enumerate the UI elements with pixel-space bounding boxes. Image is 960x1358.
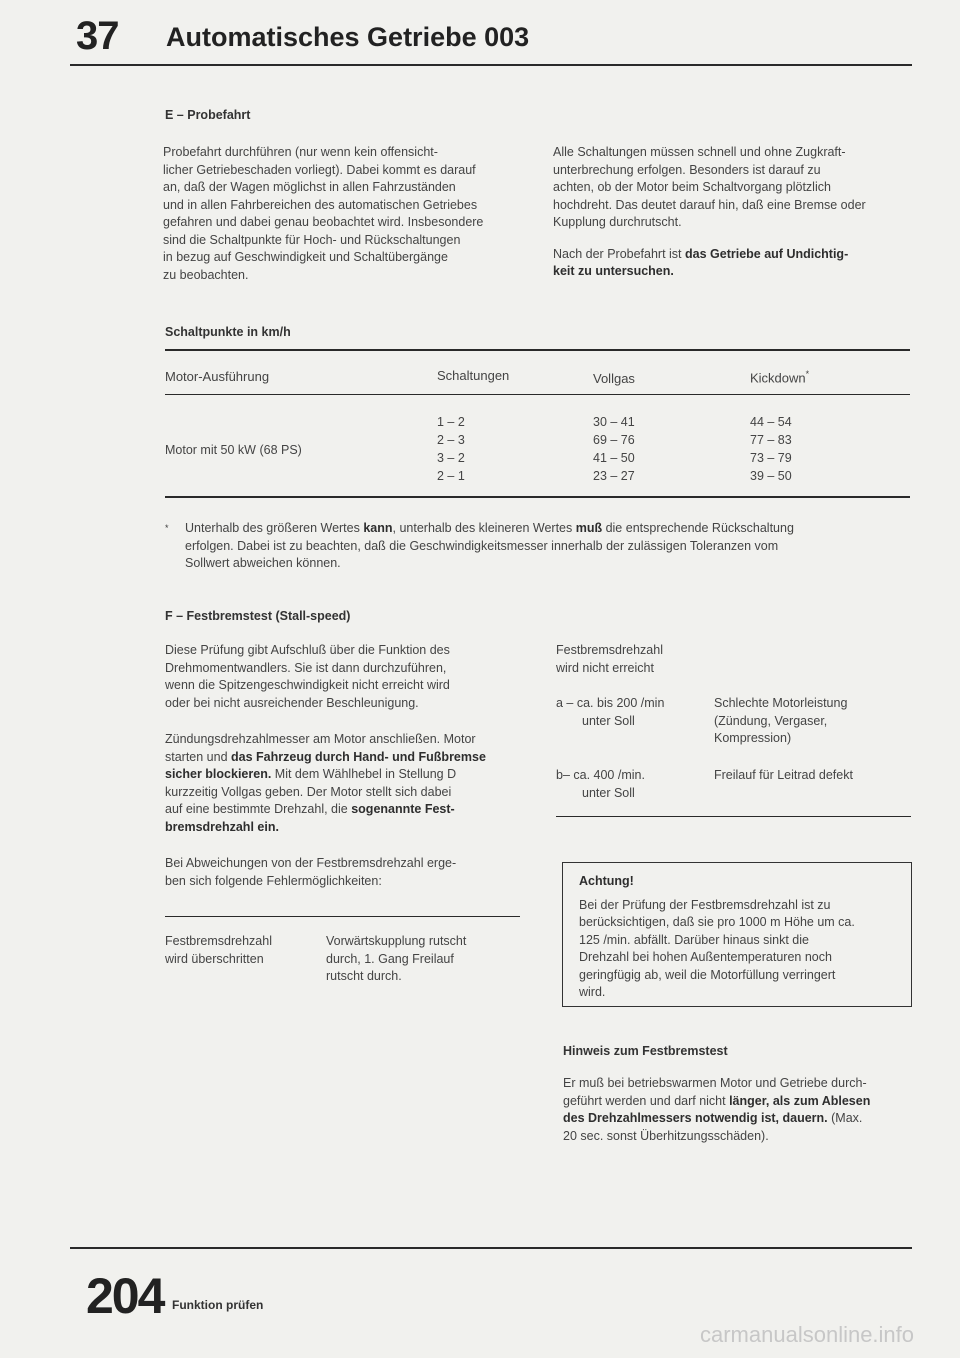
section-f-paragraph-2 — [165, 731, 535, 836]
exceeded-rule — [165, 916, 520, 917]
text-line: Bei der Prüfung der Festbremsdrehzahl ist zu — [579, 897, 831, 912]
table-cell: 77 – 83 — [750, 433, 792, 447]
text-line: sind die Schaltpunkte für Hoch- und Rückschaltungen — [163, 232, 461, 247]
text-line: unter Soll — [582, 713, 635, 728]
text-line: bremsdrehzahl ein. — [165, 819, 279, 834]
table-bottom-rule — [165, 496, 910, 498]
not-reached-label — [556, 642, 663, 677]
table-header-rule — [165, 394, 910, 395]
table-cell: 39 – 50 — [750, 469, 792, 483]
hint-title: Hinweis zum Festbremstest — [563, 1044, 728, 1058]
text-line: an, daß der Wagen möglichst in allen Fahrzuständen — [163, 180, 456, 194]
col-header-engine: Motor-Ausführung — [165, 369, 270, 384]
text-line: Diese Prüfung gibt Aufschluß über die Funktion des — [165, 643, 450, 657]
footnote-mark: * — [165, 523, 169, 533]
case-a-label — [556, 695, 664, 730]
header-rule — [70, 64, 912, 66]
watermark: carmanualsonline.info — [700, 1322, 915, 1347]
text-line: Alle Schaltungen müssen schnell und ohne Zugkraft- — [553, 145, 846, 159]
table-cell: 2 – 1 — [437, 469, 465, 483]
text-line: Schlechte Motorleistung — [714, 696, 848, 710]
text-line: Freilauf für Leitrad defekt — [714, 768, 853, 782]
footnote — [185, 520, 905, 573]
text-line: 20 sec. sonst Überhitzungsschäden). — [563, 1128, 769, 1143]
section-e-right-paragraph — [553, 144, 923, 281]
text-line: in bezug auf Geschwindigkeit und Schaltübergänge — [163, 250, 448, 264]
text-line: starten und das Fahrzeug durch Hand- und Fußbremse — [165, 749, 486, 764]
text-line: Drehmomentwandlers. Sie ist dann durchzuführen, — [165, 660, 447, 675]
caution-title: Achtung! — [579, 874, 634, 888]
table-cell: 2 – 3 — [437, 433, 465, 447]
text-line: licher Getriebeschaden vorliegt). Dabei kommt es darauf — [163, 162, 476, 177]
engine-variant: Motor mit 50 kW (68 PS) — [165, 443, 302, 457]
text-line: wird überschritten — [165, 951, 264, 966]
shifts-column — [437, 413, 465, 485]
text-line: oder bei nicht ausreichender Beschleunigung. — [165, 695, 419, 710]
text-line: achten, ob der Motor beim Schaltvorgang plötzlich — [553, 180, 831, 194]
text-line: geführt werden und darf nicht länger, als zum Ablesen — [563, 1093, 871, 1108]
chapter-title: Automatisches Getriebe 003 — [166, 22, 530, 52]
text-line: gefahren und dabei genau beobachtet wird. Insbesondere — [163, 215, 484, 229]
text-line: Kompression) — [714, 731, 792, 745]
text-line: wird. — [579, 985, 606, 999]
section-f-paragraph-3 — [165, 855, 535, 890]
table-cell: 44 – 54 — [750, 415, 792, 429]
text-line: hochdreht. Das deutet darauf hin, daß eine Bremse oder — [553, 197, 866, 212]
section-e-left-paragraph — [163, 144, 533, 284]
footer-label: Funktion prüfen — [172, 1298, 264, 1312]
text-line: durch, 1. Gang Freilauf — [326, 951, 454, 966]
col-header-shifts: Schaltungen — [437, 368, 510, 383]
col-header-kickdown: Kickdown* — [750, 369, 810, 386]
section-f-paragraph-1 — [165, 642, 535, 712]
text-line: ben sich folgende Fehlermöglichkeiten: — [165, 873, 382, 888]
text-line: unterbrechung erfolgen. Besonders ist darauf zu — [553, 162, 821, 177]
text-line: erfolgen. Dabei ist zu beachten, daß die Geschwindigkeitsmesser innerhalb der zulässigen Toleranzen vom — [185, 538, 779, 553]
text-line: (Zündung, Vergaser, — [714, 713, 828, 728]
text-line: wird nicht erreicht — [556, 660, 654, 675]
text-line: Bei Abweichungen von der Festbremsdrehzahl erge- — [165, 856, 457, 870]
text-line: Festbremsdrehzahl — [556, 643, 663, 657]
case-a-cause — [714, 695, 847, 748]
col-header-full-throttle: Vollgas — [593, 371, 635, 386]
text-line: kurzzeitig Vollgas geben. Der Motor stellt sich dabei — [165, 784, 452, 799]
text-line: 125 /min. abfällt. Darüber hinaus sinkt die — [579, 932, 809, 947]
page-number: 204 — [86, 1268, 164, 1324]
exceeded-label — [165, 933, 272, 968]
text-line: Festbremsdrehzahl — [165, 934, 272, 948]
text-line: wenn die Spitzengeschwindigkeit nicht erreicht wird — [165, 678, 450, 692]
caution-box — [562, 862, 912, 1007]
text-line: berücksichtigen, daß sie pro 1000 m Höhe um ca. — [579, 915, 855, 929]
table-cell: 3 – 2 — [437, 451, 465, 465]
text-line: des Drehzahlmessers notwendig ist, dauern. (Max. — [563, 1111, 863, 1125]
full-throttle-column — [593, 413, 635, 485]
text-line: Unterhalb des größeren Wertes kann, unterhalb des kleineren Wertes muß die entsprechende Rückschaltung — [185, 521, 794, 535]
chapter-number: 37 — [76, 14, 119, 58]
text-line: Probefahrt durchführen (nur wenn kein offensicht- — [163, 145, 438, 159]
text-line: b– ca. 400 /min. — [556, 768, 645, 782]
text-line: zu beobachten. — [163, 267, 249, 282]
text-line: rutscht durch. — [326, 969, 402, 983]
text-line: und in allen Fahrbereichen des automatischen Getriebes — [163, 197, 478, 212]
hint-paragraph — [563, 1075, 923, 1145]
text-line: Zündungsdrehzahlmesser am Motor anschließen. Motor — [165, 732, 476, 746]
section-e-heading: E – Probefahrt — [165, 108, 251, 122]
case-b-label — [556, 767, 645, 802]
text-line: sicher blockieren. Mit dem Wählhebel in Stellung D — [165, 767, 457, 781]
exceeded-cause — [326, 933, 466, 986]
text-line: auf eine bestimmte Drehzahl, die sogenannte Fest- — [165, 802, 455, 816]
table-cell: 73 – 79 — [750, 451, 792, 465]
case-b-cause — [714, 767, 853, 785]
text-line: Er muß bei betriebswarmen Motor und Getriebe durch- — [563, 1076, 867, 1090]
table-cell: 1 – 2 — [437, 415, 465, 429]
text-line: unter Soll — [582, 785, 635, 800]
text-line: Sollwert abweichen können. — [185, 556, 341, 570]
text-line: keit zu untersuchen. — [553, 264, 674, 278]
table-top-rule — [165, 349, 910, 351]
table-cell: 30 – 41 — [593, 415, 635, 429]
table-cell: 23 – 27 — [593, 469, 635, 483]
text-line: a – ca. bis 200 /min — [556, 696, 665, 710]
section-f-heading: F – Festbremstest (Stall-speed) — [165, 609, 351, 623]
footer-rule — [70, 1247, 912, 1249]
text-line: Vorwärtskupplung rutscht — [326, 934, 467, 948]
cases-rule — [556, 816, 911, 817]
kickdown-column — [750, 413, 792, 485]
table-cell: 69 – 76 — [593, 433, 635, 447]
table-title: Schaltpunkte in km/h — [165, 325, 291, 339]
text-line: Nach der Probefahrt ist das Getriebe auf Undichtig- — [553, 246, 849, 261]
text-line: geringfügig ab, weil die Motorfüllung verringert — [579, 967, 836, 982]
table-cell: 41 – 50 — [593, 451, 635, 465]
text-line: Drehzahl bei hohen Außentemperaturen noch — [579, 950, 832, 964]
text-line: Kupplung durchrutscht. — [553, 215, 682, 229]
